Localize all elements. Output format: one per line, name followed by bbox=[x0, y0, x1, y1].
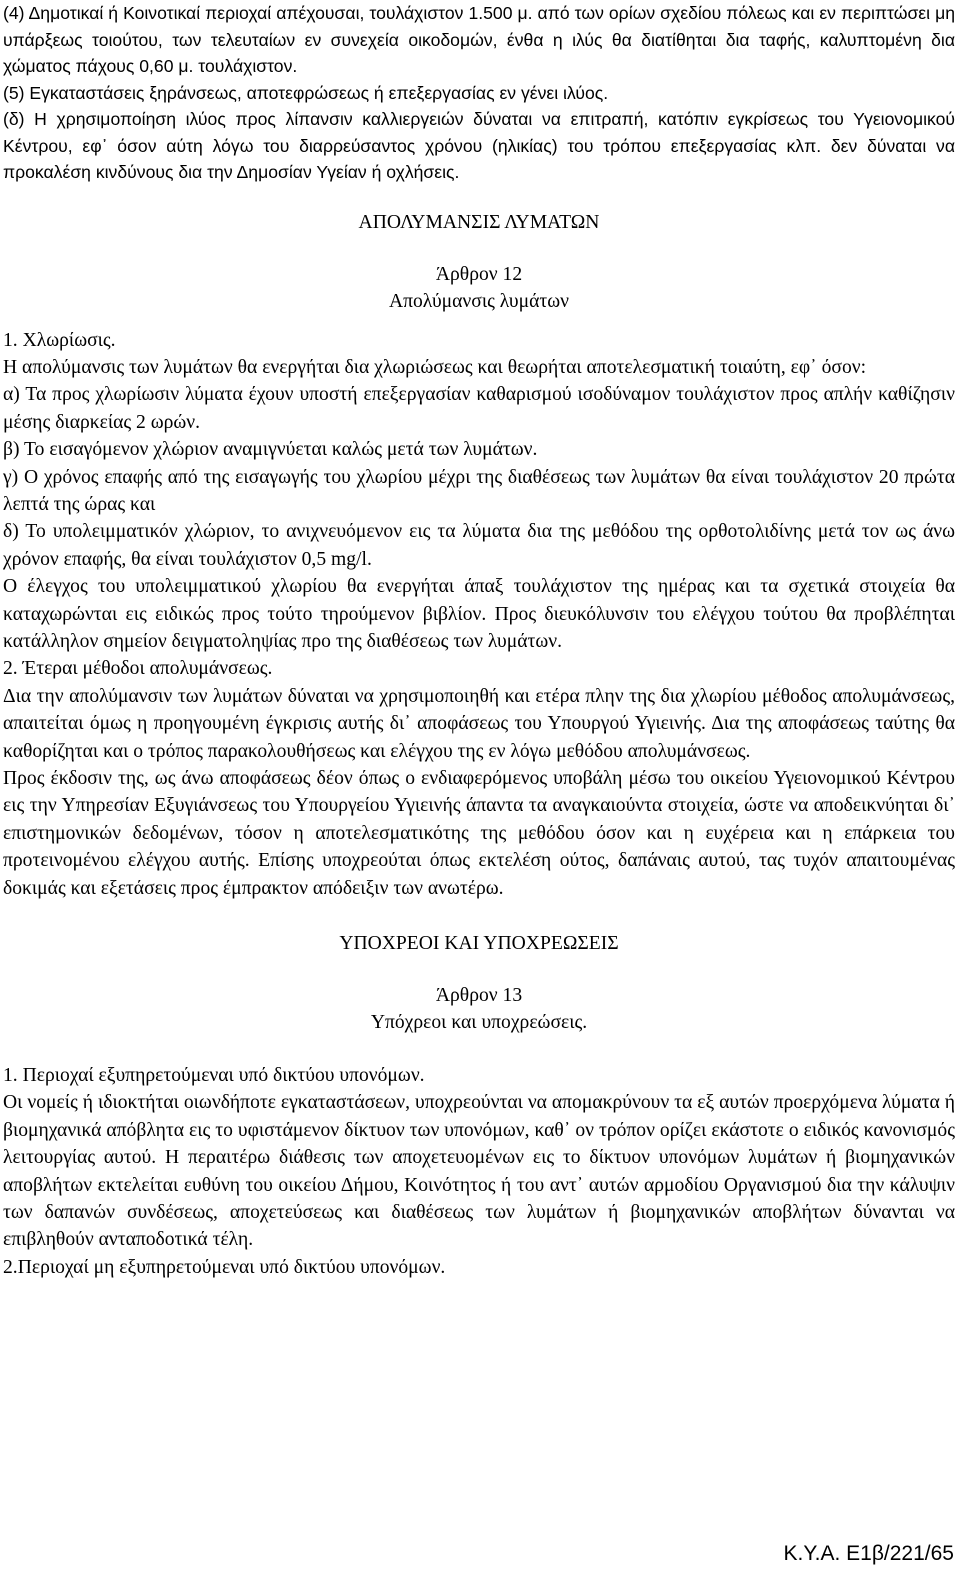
article-title: Υπόχρεοι και υποχρεώσεις. bbox=[370, 1012, 588, 1034]
list-item-d: δ) Το υπολειμματικόν χλώριον, το ανιχνευόμενον εις τα λύματα δια της μεθόδου της ορθοτολιδίνης μετά τον ως άνω χρόνον επαφής, θα είναι τουλάχιστον 0,5 mg/l. bbox=[3, 521, 955, 570]
paragraph-item-d: (δ) Η χρησιμοποίηση ιλύος προς λίπανσιν καλλιεργειών δύναται να επιτραπή, κατόπιν εγκρίσεως του Υγειονομικού Κέντρου, εφ᾽ όσον αύτη λόγω του διαρρεύσαντος χρόνου (ηλικίας) του τρόπου επεξεργασίας κλπ. δεν δύναται να προκαλέση κινδύνους δια την Δημοσίαν Υγείαν ή οχλήσεις. bbox=[3, 109, 955, 182]
section-ypochreoi-heading bbox=[3, 930, 955, 1036]
paragraph: Η απολύμανσις των λυμάτων θα ενεργήται δια χλωριώσεως και θεωρήται αποτελεσματική τοιαύτη, εφ᾽ όσον: bbox=[3, 356, 867, 378]
article-number: Άρθρον 12 bbox=[435, 263, 523, 285]
article-title: Απολύμανσις λυμάτων bbox=[388, 290, 570, 312]
footer-document-code: Κ.Υ.Α. Ε1β/221/65 bbox=[783, 1542, 954, 1565]
paragraph: Ο έλεγχος του υπολειμματικού χλωρίου θα ενεργήται άπαξ τουλάχιστον της ημέρας και τα σχετικά στοιχεία θα καταχωρώνται εις ειδικώς προς τούτο τηρούμενον βιβλίον. Προς διευκόλυνσιν του ελέγχου τούτου θα προβλέπηται κατάλληλον σημείον δειγματοληψίας προ της διαθέσεως των λυμάτων. bbox=[3, 576, 955, 652]
document-page bbox=[3, 0, 955, 1281]
section-apolymansis-heading bbox=[3, 209, 955, 315]
section-title: ΥΠΟΧΡΕΟΙ ΚΑΙ ΥΠΟΧΡΕΩΣΕΙΣ bbox=[339, 933, 619, 955]
intro-block bbox=[3, 0, 955, 186]
paragraph: Οι νομείς ή ιδιοκτήται οιωνδήποτε εγκαταστάσεων, υποχρεούνται να απομακρύνουν τα εξ αυτών προερχόμενα λύματα ή βιομηχανικά απόβλητα εις το υφιστάμενον δίκτυον των υπονόμων, καθ᾽ ον τρόπον ορίζει εκάστοτε ο ειδικός κανονισμός λειτουργίας αυτού. Η περαιτέρω διάθεσις των αποχετευομένων εις το δίκτυον υπονόμων λυμάτων ή βιομηχανικών αποβλήτων εκτελείται ευθύνη του οικείου Δήμου, Κοινότητος ή του αντ᾽ αυτών αρμοδίου Οργανισμού δια την κάλυψιν των δαπανών συνδέσεως, αποχετεύσεως και διαθέσεως των λυμάτων ή βιομηχανικών αποβλήτων δύνανται να επιβληθούν ανταποδοτικά τέλη. bbox=[3, 1092, 955, 1251]
subsection-heading: 1. Χλωρίωσις. bbox=[3, 329, 116, 351]
list-item-b: β) Το εισαγόμενον χλώριον αναμιγνύεται καλώς μετά των λυμάτων. bbox=[3, 439, 538, 461]
paragraph-item-5: (5) Εγκαταστάσεις ξηράνσεως, αποτεφρώσεως ή επεξεργασίας εν γένει ιλύος. bbox=[3, 82, 609, 103]
paragraph-item-4: (4) Δημοτικαί ή Κοινοτικαί περιοχαί απέχουσαι, τουλάχιστον 1.500 μ. από των ορίων σχεδίου πόλεως και εν περιπτώσει μη υπάρξεως τοιούτου, των τελευταίων εν συνεχεία οικοδομών, ένθα η ιλύς θα διατίθηται δια ταφής, καλυπτομένη δια χώματος πάχους 0,60 μ. τουλάχιστον. bbox=[3, 3, 955, 76]
paragraph: Προς έκδοσιν της, ως άνω αποφάσεως δέον όπως ο ενδιαφερόμενος υποβάλη μέσω του οικείου Υγειονομικού Κέντρου εις την Υπηρεσίαν Εξυγιάνσεως του Υπουργείου Υγιεινής άπαντα τα αναγκαιούντα στοιχεία, ώστε να αποδεικνύηται δι᾽ επιστημονικών δεδομένων, τόσον η αποτελεσματικότης της μεθόδου όσον και η ευχέρεια και η επάρκεια του προτεινομένου ελέγχου αυτής. Επίσης υποχρεούται όπως εκτελέση ούτος, δαπάναις αυτού, τας τυχόν απαιτουμένας δοκιμάς και εξετάσεις προς έμπρακτον απόδειξιν των ανωτέρω. bbox=[3, 768, 955, 899]
subsection-heading: 1. Περιοχαί εξυπηρετούμεναι υπό δικτύου υπονόμων. bbox=[3, 1065, 425, 1087]
paragraph: Δια την απολύμανσιν των λυμάτων δύναται να χρησιμοποιηθή και ετέρα πλην της δια χλωρίου μέθοδος απολυμάνσεως, απαιτείται όμως η προηγουμένη έγκρισις αυτής δι᾽ αποφάσεως του Υπουργού Υγιεινής. Δια της αποφάσεως ταύτης θα καθορίζηται και ο τρόπος παρακολουθήσεως και ελέγχου της εν λόγω μεθόδου απολυμάνσεως. bbox=[3, 685, 955, 762]
article-13-body bbox=[3, 1062, 955, 1281]
list-item-c: γ) Ο χρόνος επαφής από της εισαγωγής του χλωρίου μέχρι της διαθέσεως των λυμάτων θα είναι τουλάχιστον 20 πρώτα λεπτά της ώρας και bbox=[3, 466, 955, 515]
article-number: Άρθρον 13 bbox=[435, 985, 523, 1007]
section-title: ΑΠΟΛΥΜΑΝΣΙΣ ΛΥΜΑΤΩΝ bbox=[358, 211, 600, 233]
article-12-body bbox=[3, 327, 955, 903]
list-item-a: α) Τα προς χλωρίωσιν λύματα έχουν υποστή επεξεργασίαν καθαρισμού ισοδύναμον τουλάχιστον προς απλήν καθίζησιν μέσης διαρκείας 2 ωρών. bbox=[3, 384, 955, 433]
subsection-heading: 2.Περιοχαί μη εξυπηρετούμεναι υπό δικτύου υπονόμων. bbox=[3, 1256, 446, 1278]
subsection-heading: 2. Έτεραι μέθοδοι απολυμάνσεως. bbox=[3, 658, 273, 680]
